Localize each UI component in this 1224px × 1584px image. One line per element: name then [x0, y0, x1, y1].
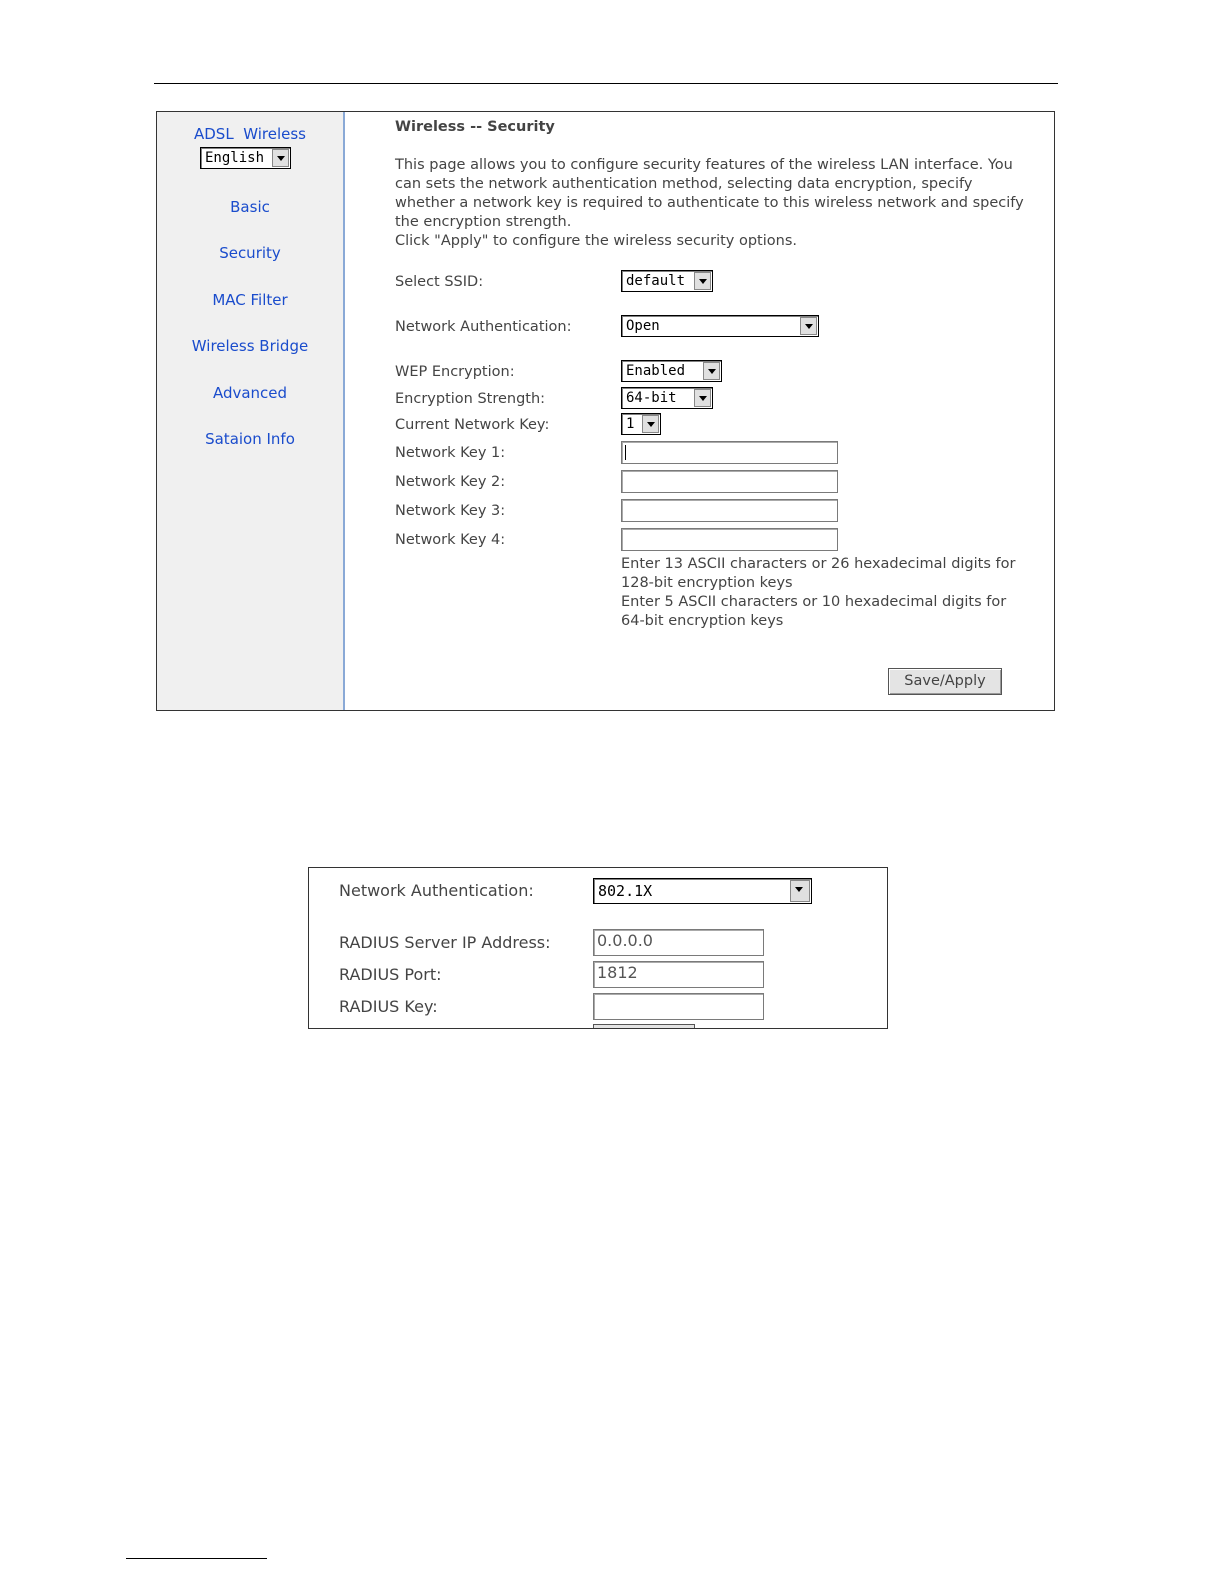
language-select[interactable]	[200, 147, 291, 169]
network-key-1-input[interactable]	[621, 441, 838, 464]
ssid-select[interactable]	[621, 270, 713, 292]
radius-server-ip-value: 0.0.0.0	[597, 931, 653, 950]
text-caret	[625, 445, 626, 460]
brand-title: ADSL Wireless	[194, 125, 306, 143]
save-apply-button[interactable]: Save/Apply	[888, 668, 1002, 695]
network-key-4-input[interactable]	[621, 528, 838, 551]
wep-encryption-select[interactable]	[621, 360, 722, 382]
network-key-2-input[interactable]	[621, 470, 838, 493]
radius-key-input[interactable]	[593, 993, 764, 1020]
main-content	[395, 112, 1035, 710]
network-auth-label: Network Authentication:	[395, 319, 572, 335]
network-auth-select-value: 802.1X	[598, 882, 653, 900]
language-select-value: English	[205, 150, 265, 166]
page-header-rule	[154, 83, 1058, 84]
network-auth-label: Network Authentication:	[339, 881, 534, 900]
hint-128-bit: Enter 13 ASCII characters or 26 hexadecimal digits for 128-bit encryption keys	[621, 556, 1016, 591]
network-auth-select[interactable]	[593, 878, 812, 904]
page-title: Wireless -- Security	[395, 119, 555, 135]
chevron-down-icon[interactable]	[272, 149, 289, 167]
key-format-hint	[621, 555, 1021, 631]
current-network-key-select[interactable]	[621, 413, 661, 435]
sidebar	[157, 112, 345, 710]
chevron-down-icon[interactable]	[694, 389, 711, 407]
radius-server-ip-label: RADIUS Server IP Address:	[339, 933, 551, 952]
network-auth-select-value: Open	[626, 318, 660, 334]
sidebar-item-security[interactable]: Security	[219, 244, 281, 262]
chevron-down-icon[interactable]	[694, 272, 711, 290]
current-network-key-label: Current Network Key:	[395, 417, 550, 433]
intro-apply-text: Click "Apply" to configure the wireless security options.	[395, 233, 797, 249]
radius-server-ip-input[interactable]	[593, 929, 764, 956]
encryption-strength-label: Encryption Strength:	[395, 391, 546, 407]
radius-port-label: RADIUS Port:	[339, 965, 442, 984]
sidebar-item-station-info[interactable]: Sataion Info	[205, 430, 295, 448]
chevron-down-icon[interactable]	[790, 880, 810, 902]
network-key-3-input[interactable]	[621, 499, 838, 522]
wireless-security-screenshot	[156, 111, 1055, 711]
intro-text: This page allows you to configure security features of the wireless LAN interface. You can sets the network authentication method, selecting data encryption, specify whether a network key is required to authenticate to this wireless network and specify the encryption strength.	[395, 157, 1024, 230]
network-key-1-label: Network Key 1:	[395, 445, 506, 461]
chevron-down-icon[interactable]	[703, 362, 720, 380]
page-description	[395, 156, 1035, 251]
hint-64-bit: Enter 5 ASCII characters or 10 hexadecimal digits for 64-bit encryption keys	[621, 594, 1007, 629]
radius-key-label: RADIUS Key:	[339, 997, 438, 1016]
chevron-down-icon[interactable]	[800, 317, 817, 335]
radius-port-input[interactable]	[593, 961, 764, 988]
sidebar-item-basic[interactable]: Basic	[230, 198, 270, 216]
select-ssid-label: Select SSID:	[395, 274, 484, 290]
network-key-4-label: Network Key 4:	[395, 532, 506, 548]
network-key-3-label: Network Key 3:	[395, 503, 506, 519]
network-key-2-label: Network Key 2:	[395, 474, 506, 490]
cropped-button	[593, 1024, 695, 1029]
ssid-select-value: default	[626, 273, 686, 289]
radius-settings-screenshot	[308, 867, 888, 1029]
chevron-down-icon[interactable]	[642, 415, 659, 433]
wep-encryption-select-value: Enabled	[626, 363, 686, 379]
sidebar-item-wireless-bridge[interactable]: Wireless Bridge	[191, 337, 309, 355]
footnote-rule	[126, 1558, 267, 1559]
network-auth-select[interactable]	[621, 315, 819, 337]
sidebar-item-advanced[interactable]: Advanced	[212, 384, 288, 402]
current-network-key-select-value: 1	[626, 416, 635, 432]
encryption-strength-select-value: 64-bit	[626, 390, 677, 406]
sidebar-item-mac-filter[interactable]: MAC Filter	[212, 291, 288, 309]
radius-port-value: 1812	[597, 963, 638, 982]
encryption-strength-select[interactable]	[621, 387, 713, 409]
wep-encryption-label: WEP Encryption:	[395, 364, 515, 380]
